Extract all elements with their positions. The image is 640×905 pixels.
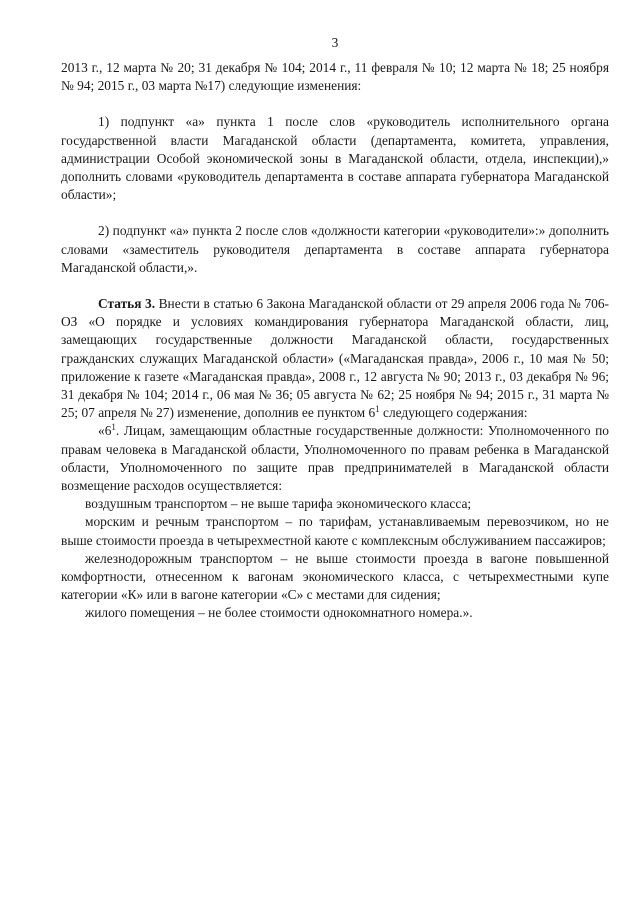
article-3-paragraph (61, 295, 609, 422)
article-3-superscript: 1 (375, 404, 380, 415)
point-6-1-text: . Лицам, замещающим областные государственные должности: Уполномоченного по правам человека в Магаданской области, Уполномоченного по правам ребенка в Магаданской области, Уполномоченного по защите прав предпринимателей в Магаданской области возмещение расходов осуществляется: (61, 423, 609, 494)
list-item-air: воздушным транспортом – не выше тарифа экономического класса; (85, 496, 472, 512)
point-6-1-paragraph (61, 422, 609, 495)
document-page (61, 34, 609, 623)
page-number: 3 (331, 35, 339, 50)
point-6-1-superscript: 1 (111, 422, 116, 433)
list-item-rail: железнодорожным транспортом – не выше стоимости проезда в вагоне повышенной комфортности, отнесенном к вагонам экономического класса, с четырехместными купе категории «К» или в вагоне категории «С» с местами для сидения; (61, 550, 609, 603)
amendment-item-2: 2) подпункт «а» пункта 2 после слов «должности категории «руководители»:» дополнить словами «заместитель руководителя департамента в составе аппарата губернатора Магаданской области,». (61, 223, 609, 275)
list-item-housing: жилого помещения – не более стоимости однокомнатного номера.». (85, 605, 473, 621)
intro-paragraph: 2013 г., 12 марта № 20; 31 декабря № 104; 2014 г., 11 февраля № 10; 12 марта № 18; 25 ноября № 94; 2015 г., 03 марта №17) следующие изменения: (61, 60, 609, 94)
article-3-text: Внести в статью 6 Закона Магаданской области от 29 апреля 2006 года № 706-ОЗ «О порядке и условиях командирования губернатора Магаданской области, лиц, замещающих государственные должности Магаданской области, государственных гражданских служащих Магаданской области» («Магаданская правда», 2006 г., 10 мая № 50; приложение к газете «Магаданская правда», 2008 г., 12 августа № 90; 2013 г., 03 декабря № 96; 31 декабря № 104; 2014 г., 06 мая № 36; 05 августа № 62; 25 ноября № 94; 2015 г., 31 марта № 25; 07 апреля № 27) изменение, дополнив ее пунктом 6 (61, 296, 609, 421)
point-6-1-prefix: «6 (98, 423, 112, 439)
article-3-text-end: следующего содержания: (379, 405, 528, 421)
amendment-item-1: 1) подпункт «а» пункта 1 после слов «руководитель исполнительного органа государственной власти Магаданской области (департамента, комитета, управления, администрации Особой экономической зоны в Магаданской области, отдела, инспекции),» дополнить словами «руководитель департамента в составе аппарата губернатора Магаданской области»; (61, 114, 609, 203)
list-item-sea: морским и речным транспортом – по тарифам, устанавливаемым перевозчиком, но не выше стоимости проезда в четырехместной каюте с комплексным обслуживанием пассажиров; (61, 514, 609, 548)
article-3-heading: Статья 3. (98, 296, 156, 312)
